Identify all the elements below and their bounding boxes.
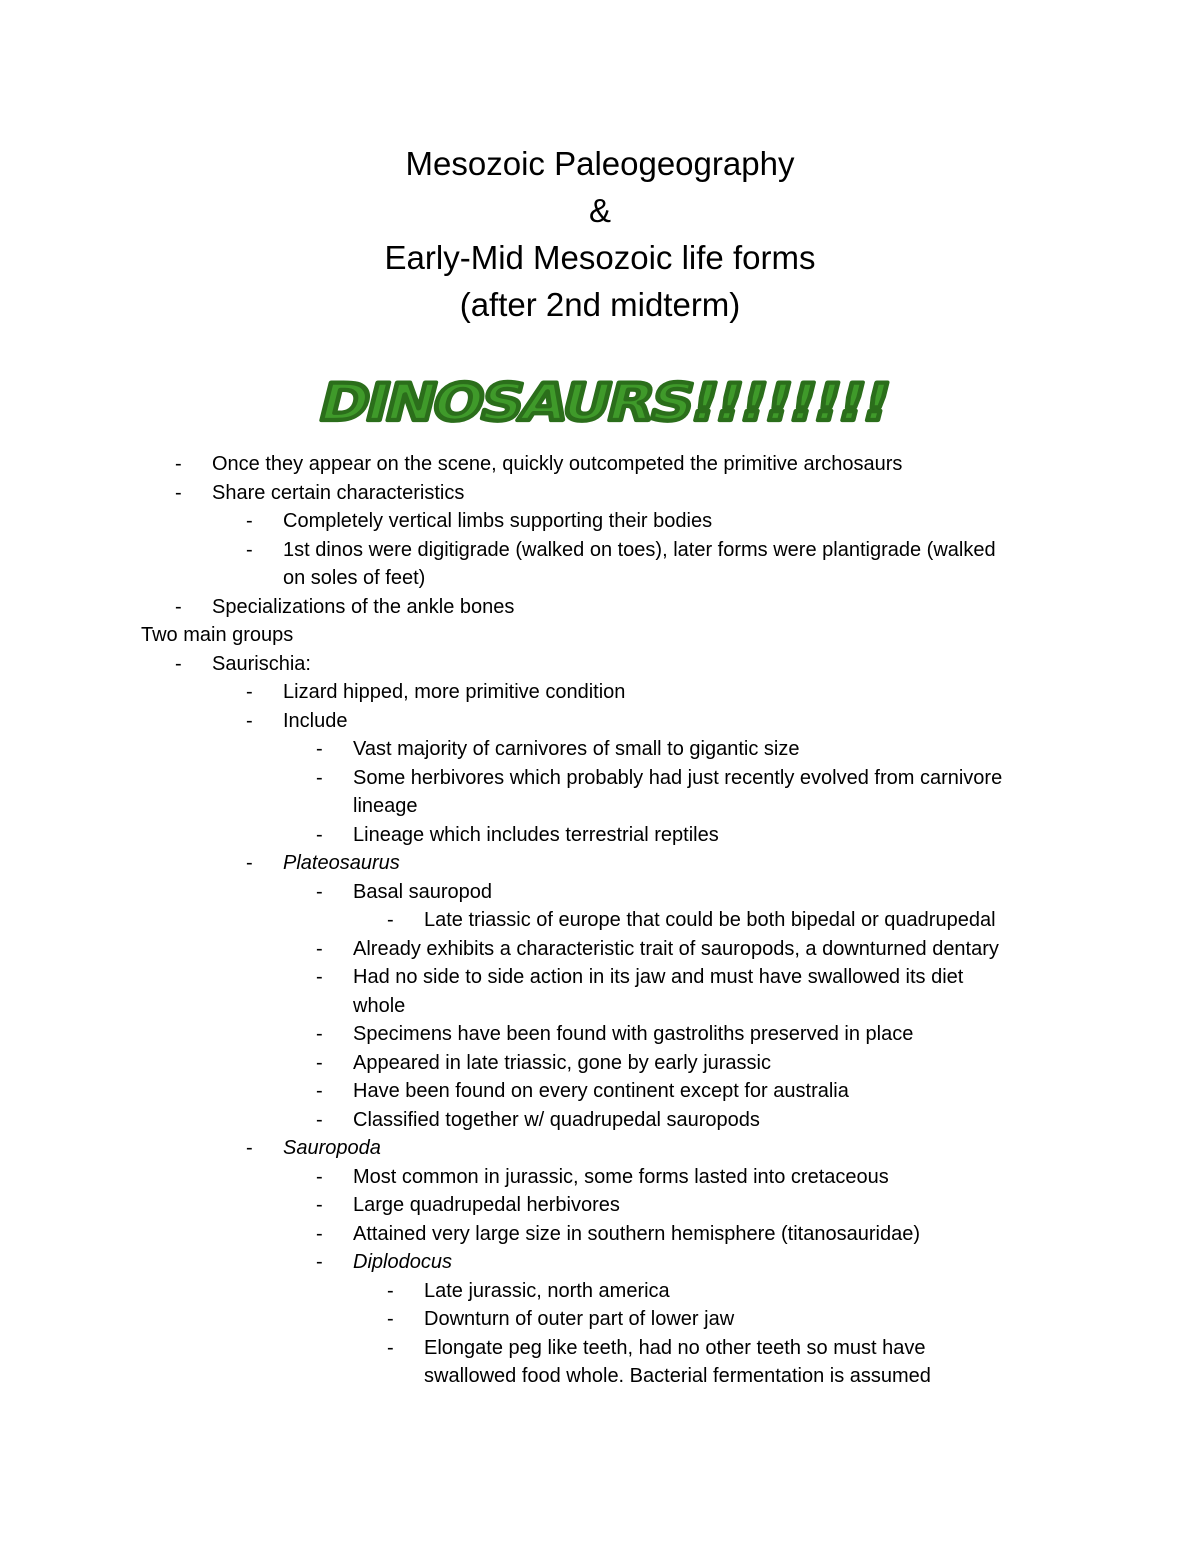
list-item-text: Some herbivores which probably had just recently evolved from carnivore (353, 766, 1003, 789)
wordart-graphic (313, 362, 896, 442)
list-item (0, 593, 1200, 622)
list-item-text: Attained very large size in southern hemisphere (titanosauridae) (353, 1222, 920, 1245)
bullet-dash: - (316, 1165, 323, 1188)
list-item-text: Sauropoda (283, 1137, 381, 1159)
list-item (0, 1134, 1200, 1163)
list-item-text: Already exhibits a characteristic trait of sauropods, a downturned dentary (353, 937, 999, 960)
list-item-text: on soles of feet) (283, 567, 426, 589)
list-item (0, 963, 1200, 992)
list-item-continuation (0, 564, 1200, 593)
list-item (0, 906, 1200, 935)
list-item-text: lineage (353, 795, 418, 817)
list-item-text: Large quadrupedal herbivores (353, 1194, 620, 1216)
list-item-text: Share certain characteristics (212, 481, 465, 504)
list-item-text: Basal sauropod (353, 880, 492, 903)
list-item (0, 479, 1200, 508)
bullet-dash: - (246, 510, 253, 532)
title-line-3: Early-Mid Mesozoic life forms (384, 239, 816, 276)
bullet-dash: - (316, 1194, 323, 1216)
list-item-text: Classified together w/ quadrupedal sauropods (353, 1108, 760, 1131)
list-item-continuation (0, 1362, 1200, 1391)
notes-list (0, 450, 1200, 1391)
list-item (0, 621, 1200, 650)
list-item (0, 650, 1200, 679)
bullet-dash: - (387, 909, 394, 931)
title-line-4: (after 2nd midterm) (459, 286, 741, 323)
list-item-text: Lizard hipped, more primitive condition (283, 681, 626, 703)
list-item (0, 1305, 1200, 1334)
list-item-text: Diplodocus (353, 1251, 452, 1273)
bullet-dash: - (246, 1137, 253, 1159)
list-item (0, 849, 1200, 878)
bullet-dash: - (316, 966, 323, 988)
list-item (0, 764, 1200, 793)
bullet-dash: - (246, 852, 253, 874)
list-item (0, 1163, 1200, 1192)
list-item-text: Lineage which includes terrestrial reptiles (353, 823, 719, 846)
bullet-dash: - (316, 880, 323, 903)
list-item-text: Vast majority of carnivores of small to gigantic size (353, 738, 800, 760)
list-item-text: Elongate peg like teeth, had no other teeth so must have (424, 1336, 926, 1359)
bullet-dash: - (316, 1080, 323, 1102)
bullet-dash: - (316, 937, 323, 960)
bullet-dash: - (175, 453, 182, 475)
bullet-dash: - (316, 1108, 323, 1131)
title-line-1: Mesozoic Paleogeography (405, 145, 795, 182)
bullet-dash: - (316, 1023, 323, 1045)
bullet-dash: - (316, 823, 323, 846)
bullet-dash: - (316, 738, 323, 760)
list-item-text: Appeared in late triassic, gone by early jurassic (353, 1051, 771, 1074)
list-item-text: Most common in jurassic, some forms lasted into cretaceous (353, 1165, 889, 1188)
list-item (0, 1106, 1200, 1135)
bullet-dash: - (246, 681, 253, 703)
list-item-text: Have been found on every continent except for australia (353, 1080, 849, 1102)
wordart-text: DINOSAURS!!!!!!!! (313, 373, 896, 433)
list-item (0, 1277, 1200, 1306)
list-item (0, 1220, 1200, 1249)
list-item (0, 1248, 1200, 1277)
list-item (0, 935, 1200, 964)
bullet-dash: - (175, 481, 182, 504)
dinosaurs-wordart (0, 362, 1200, 442)
list-item-text: Saurischia: (212, 652, 311, 675)
list-item-continuation (0, 792, 1200, 821)
list-item-text: Plateosaurus (283, 852, 400, 874)
list-item (0, 450, 1200, 479)
list-item (0, 707, 1200, 736)
list-item-text: Late triassic of europe that could be both bipedal or quadrupedal (424, 909, 996, 931)
list-item-text: Downturn of outer part of lower jaw (424, 1308, 735, 1330)
list-item (0, 735, 1200, 764)
bullet-dash: - (387, 1308, 394, 1330)
list-item-text: Specializations of the ankle bones (212, 595, 515, 618)
list-item-text: 1st dinos were digitigrade (walked on toes), later forms were plantigrade (walked (283, 538, 996, 561)
list-item-text: Had no side to side action in its jaw and must have swallowed its diet (353, 966, 964, 988)
list-item (0, 507, 1200, 536)
list-item-text: Specimens have been found with gastroliths preserved in place (353, 1023, 914, 1045)
list-item (0, 821, 1200, 850)
list-item-text: Include (283, 709, 348, 732)
bullet-dash: - (175, 652, 182, 675)
bullet-dash: - (246, 538, 253, 561)
bullet-dash: - (316, 1051, 323, 1074)
list-item (0, 1049, 1200, 1078)
bullet-dash: - (387, 1279, 394, 1302)
list-item-text: Two main groups (141, 624, 294, 646)
list-item (0, 878, 1200, 907)
list-item-text: swallowed food whole. Bacterial fermentation is assumed (424, 1365, 931, 1387)
bullet-dash: - (316, 766, 323, 789)
list-item (0, 1020, 1200, 1049)
list-item-text: whole (353, 994, 406, 1017)
list-item-text: Once they appear on the scene, quickly outcompeted the primitive archosaurs (212, 453, 903, 475)
bullet-dash: - (246, 709, 253, 732)
list-item (0, 1191, 1200, 1220)
list-item-continuation (0, 992, 1200, 1021)
list-item (0, 1077, 1200, 1106)
title-line-2: & (588, 192, 611, 229)
bullet-dash: - (387, 1336, 394, 1359)
list-item (0, 536, 1200, 565)
list-item-text: Late jurassic, north america (424, 1279, 670, 1302)
list-item (0, 1334, 1200, 1363)
bullet-dash: - (316, 1222, 323, 1245)
document-title (0, 140, 1200, 328)
list-item (0, 678, 1200, 707)
bullet-dash: - (316, 1251, 323, 1273)
list-item-text: Completely vertical limbs supporting their bodies (283, 510, 713, 532)
bullet-dash: - (175, 595, 182, 618)
